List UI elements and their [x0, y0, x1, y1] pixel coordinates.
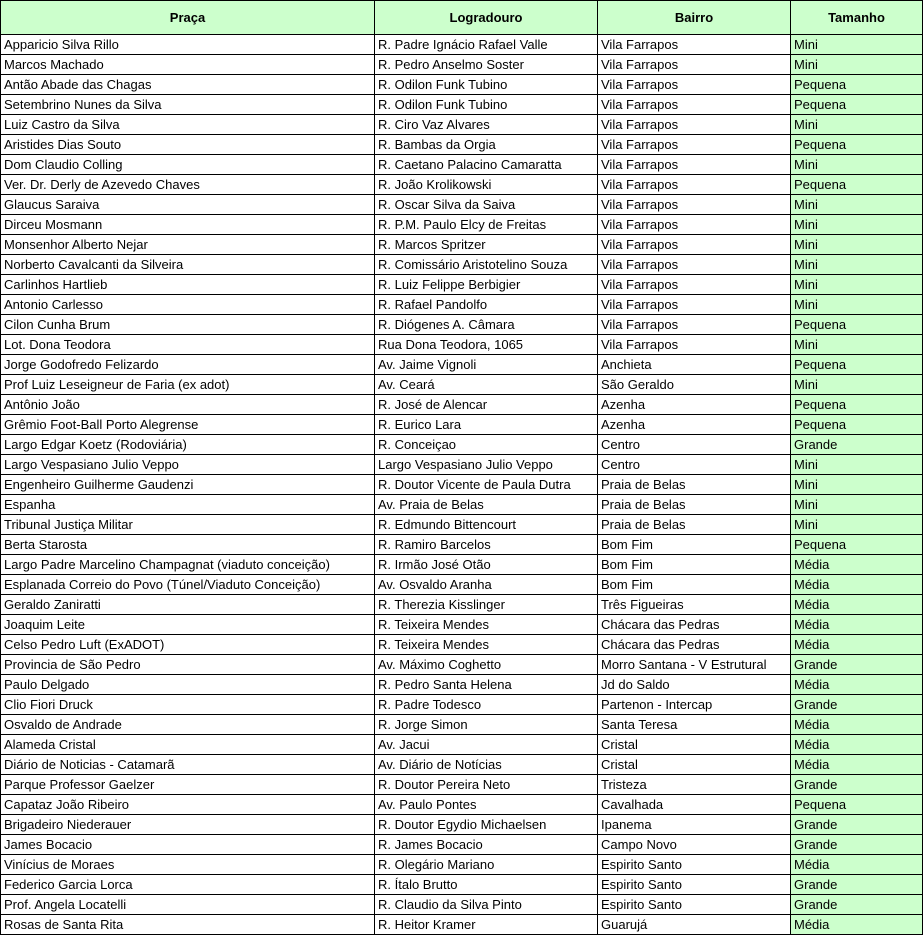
praca-cell[interactable]: Luiz Castro da Silva: [1, 115, 375, 135]
praca-cell[interactable]: Ver. Dr. Derly de Azevedo Chaves: [1, 175, 375, 195]
bairro-cell[interactable]: Vila Farrapos: [598, 255, 791, 275]
praca-cell[interactable]: Brigadeiro Niederauer: [1, 815, 375, 835]
praca-cell[interactable]: Joaquim Leite: [1, 615, 375, 635]
tamanho-cell[interactable]: Grande: [791, 695, 923, 715]
bairro-cell[interactable]: São Geraldo: [598, 375, 791, 395]
logradouro-cell[interactable]: Largo Vespasiano Julio Veppo: [375, 455, 598, 475]
praca-cell[interactable]: Alameda Cristal: [1, 735, 375, 755]
logradouro-cell[interactable]: R. Diógenes A. Câmara: [375, 315, 598, 335]
praca-cell[interactable]: Geraldo Zaniratti: [1, 595, 375, 615]
bairro-cell[interactable]: Chácara das Pedras: [598, 635, 791, 655]
tamanho-cell[interactable]: Média: [791, 735, 923, 755]
bairro-cell[interactable]: Guarujá: [598, 915, 791, 935]
tamanho-cell[interactable]: Pequena: [791, 75, 923, 95]
table-row: [1, 615, 923, 635]
bairro-cell[interactable]: Espirito Santo: [598, 875, 791, 895]
table-row: [1, 75, 923, 95]
logradouro-cell[interactable]: R. James Bocacio: [375, 835, 598, 855]
praca-cell[interactable]: Engenheiro Guilherme Gaudenzi: [1, 475, 375, 495]
table-row: [1, 495, 923, 515]
tamanho-cell[interactable]: Pequena: [791, 395, 923, 415]
bairro-cell[interactable]: Vila Farrapos: [598, 115, 791, 135]
praca-cell[interactable]: Grêmio Foot-Ball Porto Alegrense: [1, 415, 375, 435]
praca-cell[interactable]: Diário de Noticias - Catamarã: [1, 755, 375, 775]
bairro-cell[interactable]: Vila Farrapos: [598, 75, 791, 95]
table-row: [1, 875, 923, 895]
table-row: [1, 575, 923, 595]
logradouro-cell[interactable]: Av. Paulo Pontes: [375, 795, 598, 815]
bairro-cell[interactable]: Morro Santana - V Estrutural: [598, 655, 791, 675]
bairro-cell[interactable]: Cavalhada: [598, 795, 791, 815]
praca-cell[interactable]: Vinícius de Moraes: [1, 855, 375, 875]
table-row: [1, 415, 923, 435]
logradouro-cell[interactable]: R. Luiz Felippe Berbigier: [375, 275, 598, 295]
bairro-cell[interactable]: Vila Farrapos: [598, 215, 791, 235]
logradouro-cell[interactable]: R. Padre Ignácio Rafael Valle: [375, 35, 598, 55]
table-row: [1, 915, 923, 935]
bairro-cell[interactable]: Azenha: [598, 415, 791, 435]
praca-cell[interactable]: Jorge Godofredo Felizardo: [1, 355, 375, 375]
tamanho-cell[interactable]: Média: [791, 915, 923, 935]
logradouro-cell[interactable]: R. Claudio da Silva Pinto: [375, 895, 598, 915]
tamanho-cell[interactable]: Mini: [791, 375, 923, 395]
tamanho-cell[interactable]: Grande: [791, 835, 923, 855]
logradouro-cell[interactable]: Av. Osvaldo Aranha: [375, 575, 598, 595]
tamanho-cell[interactable]: Grande: [791, 815, 923, 835]
praca-cell[interactable]: Largo Vespasiano Julio Veppo: [1, 455, 375, 475]
logradouro-cell[interactable]: R. Oscar Silva da Saiva: [375, 195, 598, 215]
tamanho-cell[interactable]: Grande: [791, 875, 923, 895]
praca-cell[interactable]: Antônio João: [1, 395, 375, 415]
tamanho-cell[interactable]: Mini: [791, 215, 923, 235]
tamanho-cell[interactable]: Mini: [791, 335, 923, 355]
table-row: [1, 795, 923, 815]
tamanho-cell[interactable]: Média: [791, 615, 923, 635]
logradouro-cell[interactable]: Av. Jacui: [375, 735, 598, 755]
table-row: [1, 155, 923, 175]
bairro-cell[interactable]: Centro: [598, 435, 791, 455]
logradouro-cell[interactable]: Av. Jaime Vignoli: [375, 355, 598, 375]
table-body: [1, 35, 923, 935]
tamanho-cell[interactable]: Média: [791, 575, 923, 595]
praca-cell[interactable]: Marcos Machado: [1, 55, 375, 75]
praca-cell[interactable]: Dom Claudio Colling: [1, 155, 375, 175]
header-praca[interactable]: Praça: [1, 1, 375, 35]
tamanho-cell[interactable]: Pequena: [791, 795, 923, 815]
praca-cell[interactable]: Largo Padre Marcelino Champagnat (viaduto conceição): [1, 555, 375, 575]
bairro-cell[interactable]: Três Figueiras: [598, 595, 791, 615]
tamanho-cell[interactable]: Pequena: [791, 315, 923, 335]
logradouro-cell[interactable]: R. Conceiçao: [375, 435, 598, 455]
tamanho-cell[interactable]: Mini: [791, 475, 923, 495]
tamanho-cell[interactable]: Média: [791, 635, 923, 655]
tamanho-cell[interactable]: Pequena: [791, 175, 923, 195]
praca-cell[interactable]: Esplanada Correio do Povo (Túnel/Viaduto Conceição): [1, 575, 375, 595]
table-row: [1, 355, 923, 375]
bairro-cell[interactable]: Bom Fim: [598, 575, 791, 595]
logradouro-cell[interactable]: R. Pedro Anselmo Soster: [375, 55, 598, 75]
bairro-cell[interactable]: Vila Farrapos: [598, 315, 791, 335]
table-row: [1, 655, 923, 675]
tamanho-cell[interactable]: Pequena: [791, 135, 923, 155]
tamanho-cell[interactable]: Pequena: [791, 355, 923, 375]
table-row: [1, 515, 923, 535]
table-row: [1, 715, 923, 735]
table-row: [1, 475, 923, 495]
tamanho-cell[interactable]: Pequena: [791, 535, 923, 555]
praca-cell[interactable]: Espanha: [1, 495, 375, 515]
table-row: [1, 855, 923, 875]
logradouro-cell[interactable]: R. Olegário Mariano: [375, 855, 598, 875]
tamanho-cell[interactable]: Mini: [791, 35, 923, 55]
tamanho-cell[interactable]: Média: [791, 855, 923, 875]
logradouro-cell[interactable]: R. Teixeira Mendes: [375, 635, 598, 655]
logradouro-cell[interactable]: R. Padre Todesco: [375, 695, 598, 715]
logradouro-cell[interactable]: R. Eurico Lara: [375, 415, 598, 435]
tamanho-cell[interactable]: Grande: [791, 435, 923, 455]
praca-cell[interactable]: Celso Pedro Luft (ExADOT): [1, 635, 375, 655]
praca-cell[interactable]: Cilon Cunha Brum: [1, 315, 375, 335]
table-row: [1, 435, 923, 455]
logradouro-cell[interactable]: R. Rafael Pandolfo: [375, 295, 598, 315]
logradouro-cell[interactable]: R. Ramiro Barcelos: [375, 535, 598, 555]
praca-cell[interactable]: Berta Starosta: [1, 535, 375, 555]
logradouro-cell[interactable]: Av. Praia de Belas: [375, 495, 598, 515]
bairro-cell[interactable]: Centro: [598, 455, 791, 475]
tamanho-cell[interactable]: Mini: [791, 255, 923, 275]
bairro-cell[interactable]: Praia de Belas: [598, 515, 791, 535]
table-row: [1, 895, 923, 915]
tamanho-cell[interactable]: Média: [791, 555, 923, 575]
bairro-cell[interactable]: Vila Farrapos: [598, 35, 791, 55]
table-row: [1, 175, 923, 195]
table-row: [1, 775, 923, 795]
table-row: [1, 115, 923, 135]
table-row: [1, 695, 923, 715]
tamanho-cell[interactable]: Média: [791, 715, 923, 735]
praca-cell[interactable]: Dirceu Mosmann: [1, 215, 375, 235]
table-row: [1, 315, 923, 335]
header-bairro[interactable]: Bairro: [598, 1, 791, 35]
bairro-cell[interactable]: Vila Farrapos: [598, 175, 791, 195]
bairro-cell[interactable]: Vila Farrapos: [598, 195, 791, 215]
bairro-cell[interactable]: Anchieta: [598, 355, 791, 375]
praca-cell[interactable]: Capataz João Ribeiro: [1, 795, 375, 815]
praca-cell[interactable]: Tribunal Justiça Militar: [1, 515, 375, 535]
bairro-cell[interactable]: Santa Teresa: [598, 715, 791, 735]
praca-cell[interactable]: Paulo Delgado: [1, 675, 375, 695]
table-row: [1, 195, 923, 215]
header-row: [1, 1, 923, 35]
bairro-cell[interactable]: Praia de Belas: [598, 495, 791, 515]
logradouro-cell[interactable]: R. Bambas da Orgia: [375, 135, 598, 155]
logradouro-cell[interactable]: R. Jorge Simon: [375, 715, 598, 735]
logradouro-cell[interactable]: R. Doutor Egydio Michaelsen: [375, 815, 598, 835]
table-row: [1, 455, 923, 475]
praca-cell[interactable]: Prof Luiz Leseigneur de Faria (ex adot): [1, 375, 375, 395]
praca-cell[interactable]: Norberto Cavalcanti da Silveira: [1, 255, 375, 275]
bairro-cell[interactable]: Vila Farrapos: [598, 155, 791, 175]
praca-cell[interactable]: Aristides Dias Souto: [1, 135, 375, 155]
praca-cell[interactable]: James Bocacio: [1, 835, 375, 855]
bairro-cell[interactable]: Ipanema: [598, 815, 791, 835]
table-row: [1, 735, 923, 755]
logradouro-cell[interactable]: R. Doutor Pereira Neto: [375, 775, 598, 795]
table-row: [1, 215, 923, 235]
tamanho-cell[interactable]: Grande: [791, 775, 923, 795]
logradouro-cell[interactable]: R. Therezia Kisslinger: [375, 595, 598, 615]
table-row: [1, 95, 923, 115]
table-row: [1, 35, 923, 55]
bairro-cell[interactable]: Campo Novo: [598, 835, 791, 855]
logradouro-cell[interactable]: R. Marcos Spritzer: [375, 235, 598, 255]
praca-cell[interactable]: Federico Garcia Lorca: [1, 875, 375, 895]
logradouro-cell[interactable]: R. José de Alencar: [375, 395, 598, 415]
logradouro-cell[interactable]: Rua Dona Teodora, 1065: [375, 335, 598, 355]
bairro-cell[interactable]: Vila Farrapos: [598, 275, 791, 295]
praca-cell[interactable]: Antonio Carlesso: [1, 295, 375, 315]
bairro-cell[interactable]: Vila Farrapos: [598, 335, 791, 355]
table-row: [1, 815, 923, 835]
praca-cell[interactable]: Lot. Dona Teodora: [1, 335, 375, 355]
table-row: [1, 255, 923, 275]
table-row: [1, 395, 923, 415]
tamanho-cell[interactable]: Mini: [791, 115, 923, 135]
tamanho-cell[interactable]: Média: [791, 675, 923, 695]
logradouro-cell[interactable]: R. Edmundo Bittencourt: [375, 515, 598, 535]
logradouro-cell[interactable]: R. Doutor Vicente de Paula Dutra: [375, 475, 598, 495]
bairro-cell[interactable]: Azenha: [598, 395, 791, 415]
logradouro-cell[interactable]: R. João Krolikowski: [375, 175, 598, 195]
bairro-cell[interactable]: Tristeza: [598, 775, 791, 795]
table-row: [1, 555, 923, 575]
bairro-cell[interactable]: Chácara das Pedras: [598, 615, 791, 635]
logradouro-cell[interactable]: R. Pedro Santa Helena: [375, 675, 598, 695]
logradouro-cell[interactable]: R. Odilon Funk Tubino: [375, 95, 598, 115]
praca-cell[interactable]: Provincia de São Pedro: [1, 655, 375, 675]
tamanho-cell[interactable]: Pequena: [791, 95, 923, 115]
table-row: [1, 375, 923, 395]
praca-cell[interactable]: Clio Fiori Druck: [1, 695, 375, 715]
praca-cell[interactable]: Monsenhor Alberto Nejar: [1, 235, 375, 255]
bairro-cell[interactable]: Vila Farrapos: [598, 55, 791, 75]
praca-cell[interactable]: Prof. Angela Locatelli: [1, 895, 375, 915]
table-row: [1, 335, 923, 355]
table-row: [1, 135, 923, 155]
tamanho-cell[interactable]: Mini: [791, 155, 923, 175]
logradouro-cell[interactable]: Av. Ceará: [375, 375, 598, 395]
header-tamanho[interactable]: Tamanho: [791, 1, 923, 35]
table-row: [1, 55, 923, 75]
table-row: [1, 755, 923, 775]
logradouro-cell[interactable]: R. Ciro Vaz Alvares: [375, 115, 598, 135]
praca-cell[interactable]: Largo Edgar Koetz (Rodoviária): [1, 435, 375, 455]
bairro-cell[interactable]: Vila Farrapos: [598, 235, 791, 255]
praca-cell[interactable]: Glaucus Saraiva: [1, 195, 375, 215]
bairro-cell[interactable]: Jd do Saldo: [598, 675, 791, 695]
bairro-cell[interactable]: Bom Fim: [598, 535, 791, 555]
table-row: [1, 675, 923, 695]
logradouro-cell[interactable]: R. Irmão José Otão: [375, 555, 598, 575]
bairro-cell[interactable]: Bom Fim: [598, 555, 791, 575]
tamanho-cell[interactable]: Mini: [791, 55, 923, 75]
tamanho-cell[interactable]: Média: [791, 595, 923, 615]
logradouro-cell[interactable]: R. Ítalo Brutto: [375, 875, 598, 895]
bairro-cell[interactable]: Partenon - Intercap: [598, 695, 791, 715]
tamanho-cell[interactable]: Mini: [791, 295, 923, 315]
bairro-cell[interactable]: Cristal: [598, 735, 791, 755]
tamanho-cell[interactable]: Mini: [791, 515, 923, 535]
table-row: [1, 635, 923, 655]
praca-cell[interactable]: Antão Abade das Chagas: [1, 75, 375, 95]
tamanho-cell[interactable]: Mini: [791, 235, 923, 255]
logradouro-cell[interactable]: R. Heitor Kramer: [375, 915, 598, 935]
bairro-cell[interactable]: Vila Farrapos: [598, 95, 791, 115]
bairro-cell[interactable]: Cristal: [598, 755, 791, 775]
bairro-cell[interactable]: Espirito Santo: [598, 895, 791, 915]
logradouro-cell[interactable]: R. Caetano Palacino Camaratta: [375, 155, 598, 175]
table-row: [1, 595, 923, 615]
table-row: [1, 275, 923, 295]
logradouro-cell[interactable]: R. P.M. Paulo Elcy de Freitas: [375, 215, 598, 235]
logradouro-cell[interactable]: Av. Diário de Notícias: [375, 755, 598, 775]
bairro-cell[interactable]: Vila Farrapos: [598, 135, 791, 155]
bairro-cell[interactable]: Praia de Belas: [598, 475, 791, 495]
logradouro-cell[interactable]: R. Comissário Aristotelino Souza: [375, 255, 598, 275]
table-row: [1, 295, 923, 315]
bairro-cell[interactable]: Vila Farrapos: [598, 295, 791, 315]
praca-cell[interactable]: Carlinhos Hartlieb: [1, 275, 375, 295]
praca-cell[interactable]: Parque Professor Gaelzer: [1, 775, 375, 795]
tamanho-cell[interactable]: Grande: [791, 655, 923, 675]
tamanho-cell[interactable]: Mini: [791, 455, 923, 475]
tamanho-cell[interactable]: Mini: [791, 275, 923, 295]
praca-cell[interactable]: Osvaldo de Andrade: [1, 715, 375, 735]
header-logradouro[interactable]: Logradouro: [375, 1, 598, 35]
logradouro-cell[interactable]: R. Teixeira Mendes: [375, 615, 598, 635]
tamanho-cell[interactable]: Pequena: [791, 415, 923, 435]
table-row: [1, 535, 923, 555]
table-row: [1, 835, 923, 855]
logradouro-cell[interactable]: Av. Máximo Coghetto: [375, 655, 598, 675]
logradouro-cell[interactable]: R. Odilon Funk Tubino: [375, 75, 598, 95]
praca-cell[interactable]: Apparicio Silva Rillo: [1, 35, 375, 55]
praca-cell[interactable]: Rosas de Santa Rita: [1, 915, 375, 935]
tamanho-cell[interactable]: Mini: [791, 195, 923, 215]
table-row: [1, 235, 923, 255]
tamanho-cell[interactable]: Grande: [791, 895, 923, 915]
tamanho-cell[interactable]: Média: [791, 755, 923, 775]
bairro-cell[interactable]: Espirito Santo: [598, 855, 791, 875]
praca-cell[interactable]: Setembrino Nunes da Silva: [1, 95, 375, 115]
tamanho-cell[interactable]: Mini: [791, 495, 923, 515]
